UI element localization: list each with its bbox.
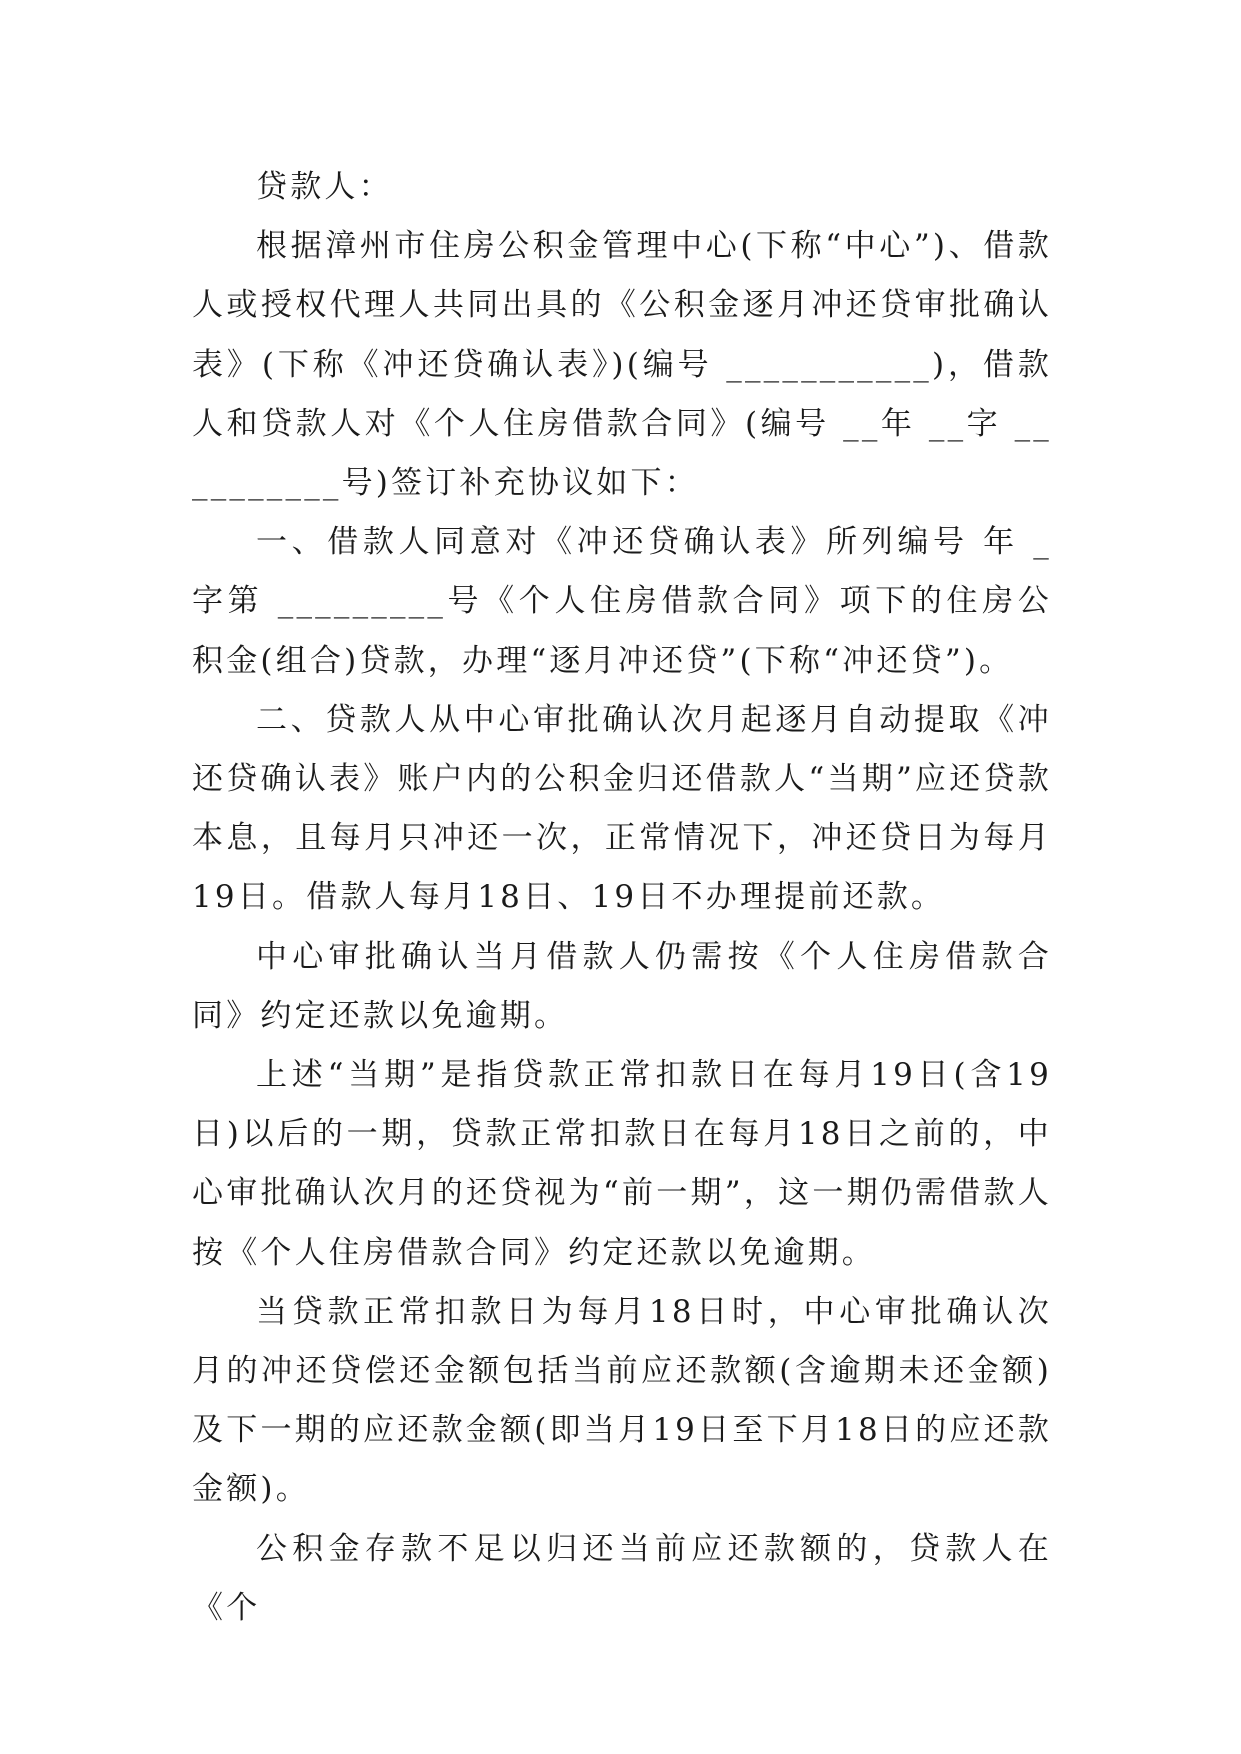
clause-two-insufficient-funds: 公积金存款不足以归还当前应还款额的，贷款人在《个 [192, 1530, 1052, 1626]
clause-one: 一、借款人同意对《冲还贷确认表》所列编号 年 _字第 _________号《个人住房借款合同》项下的住房公积金(组合)贷款，办理“逐月冲还贷”(下称“冲还贷”)。 [192, 524, 1052, 679]
clause-two-day-18-rule: 当贷款正常扣款日为每月18日时，中心审批确认次月的冲还贷偿还金额包括当前应还款额(含逾期未还金额)及下一期的应还款金额(即当月19日至下月18日的应还款金额)。 [192, 1293, 1052, 1508]
clause-two: 二、贷款人从中心审批确认次月起逐月自动提取《冲还贷确认表》账户内的公积金归还借款人“当期”应还贷款本息，且每月只冲还一次，正常情况下，冲还贷日为每月19日。借款人每月18日、19日不办理提前还款。 [192, 701, 1052, 916]
lender-salutation: 贷款人： [256, 169, 393, 205]
clause-two-current-period-definition: 上述“当期”是指贷款正常扣款日在每月19日(含19日)以后的一期，贷款正常扣款日在每月18日之前的，中心审批确认次月的还贷视为“前一期”，这一期仍需借款人按《个人住房借款合同》约定还款以免逾期。 [192, 1057, 1052, 1271]
agreement-preamble: 根据漳州市住房公积金管理中心(下称“中心”)、借款人或授权代理人共同出具的《公积金逐月冲还贷审批确认表》(下称《冲还贷确认表》)(编号 ___________)，借款人和贷款人对《个人住房借款合同》(编号 __年 __字 __________号)签订补充协议如下： [192, 228, 1052, 502]
document-body [192, 158, 1052, 1638]
clause-two-note-first-month: 中心审批确认当月借款人仍需按《个人住房借款合同》约定还款以免逾期。 [192, 938, 1052, 1034]
